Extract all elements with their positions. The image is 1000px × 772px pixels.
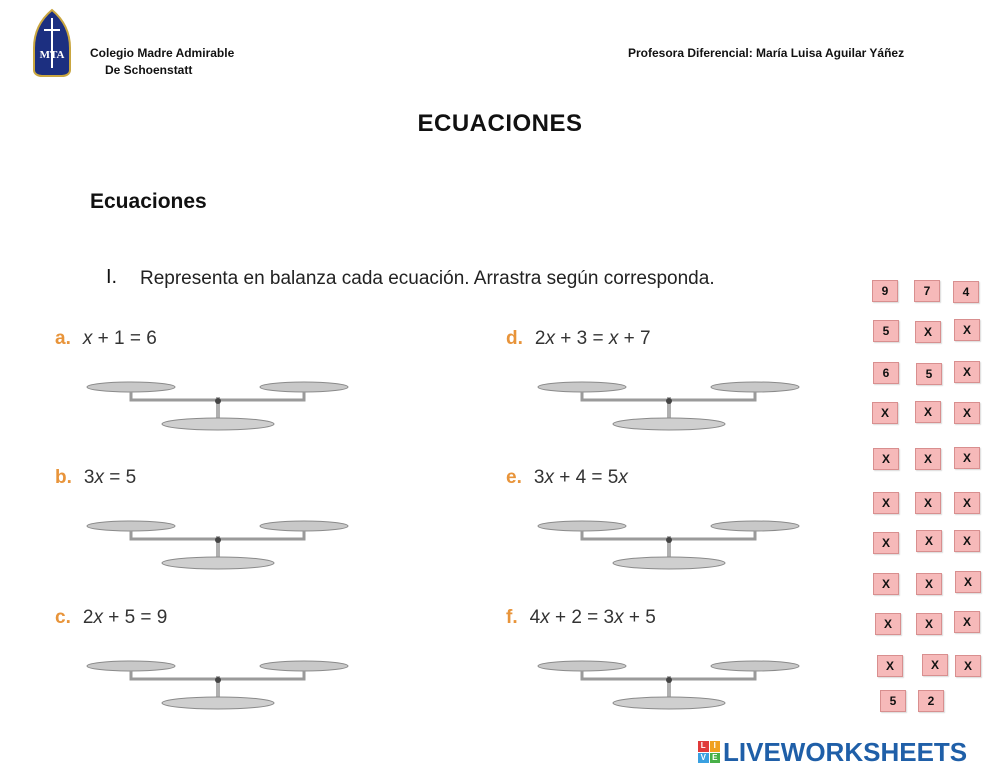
drag-tile[interactable]: X	[954, 530, 980, 552]
liveworksheets-brand	[698, 736, 967, 768]
teacher-name: Profesora Diferencial: María Luisa Aguilar Yáñez	[628, 46, 905, 60]
equation-text: 2x + 5 = 9	[82, 607, 168, 628]
brand-logo-icon	[698, 741, 720, 763]
brand-letter: I	[710, 741, 721, 752]
drag-tile[interactable]: X	[873, 448, 899, 470]
drag-tile[interactable]: 6	[873, 362, 899, 384]
balance-scale-c[interactable]	[86, 654, 351, 714]
balance-scale-e[interactable]	[537, 514, 802, 574]
drag-tile[interactable]: X	[873, 492, 899, 514]
drag-tile[interactable]: X	[873, 573, 899, 595]
drag-tile[interactable]: X	[954, 492, 980, 514]
drag-tile[interactable]: 2	[918, 690, 944, 712]
logo-text: MTA	[39, 49, 65, 61]
drag-tile[interactable]: X	[915, 401, 941, 423]
equation-f	[506, 607, 656, 629]
equation-label: f.	[506, 607, 518, 628]
drag-tile[interactable]: X	[922, 654, 948, 676]
equation-text: 4x + 2 = 3x + 5	[529, 607, 656, 628]
equation-text: 3x = 5	[83, 467, 137, 488]
equation-b	[55, 467, 136, 489]
drag-tile[interactable]: X	[954, 361, 980, 383]
brand-letter: E	[710, 753, 721, 764]
drag-tile[interactable]: X	[954, 402, 980, 424]
drag-tile[interactable]: X	[955, 655, 981, 677]
equation-text: 3x + 4 = 5x	[533, 467, 628, 488]
page-title: ECUACIONES	[417, 110, 583, 137]
drag-tile[interactable]: X	[954, 319, 980, 341]
equation-a	[55, 328, 157, 350]
drag-tile[interactable]: 4	[953, 281, 979, 303]
drag-tile[interactable]: 7	[914, 280, 940, 302]
balance-scale-b[interactable]	[86, 514, 351, 574]
equation-label: c.	[55, 607, 71, 628]
balance-scale-f[interactable]	[537, 654, 802, 714]
equation-label: a.	[55, 328, 71, 349]
brand-text: LIVEWORKSHEETS	[723, 736, 968, 767]
drag-tile[interactable]: X	[916, 613, 942, 635]
drag-tile[interactable]: 5	[873, 320, 899, 342]
equation-d	[506, 328, 651, 350]
equation-e	[506, 467, 628, 489]
equation-label: e.	[506, 467, 522, 488]
instruction-text: Representa en balanza cada ecuación. Arrastra según corresponda.	[140, 268, 715, 289]
drag-tile[interactable]: X	[872, 402, 898, 424]
drag-tile[interactable]: X	[915, 321, 941, 343]
drag-tile[interactable]: X	[916, 530, 942, 552]
balance-scale-d[interactable]	[537, 375, 802, 435]
drag-tile[interactable]: 5	[916, 363, 942, 385]
drag-tile[interactable]: X	[873, 532, 899, 554]
equation-label: d.	[506, 328, 523, 349]
brand-letter: V	[698, 753, 709, 764]
school-name-line2: De Schoenstatt	[105, 63, 193, 77]
instruction-numeral: I.	[106, 266, 118, 288]
brand-letter: L	[698, 741, 709, 752]
drag-tile[interactable]: 9	[872, 280, 898, 302]
drag-tile[interactable]: 5	[880, 690, 906, 712]
drag-tile[interactable]: X	[916, 573, 942, 595]
equation-text: x + 1 = 6	[82, 328, 157, 349]
drag-tile[interactable]: X	[877, 655, 903, 677]
equation-label: b.	[55, 467, 72, 488]
drag-tile[interactable]: X	[915, 492, 941, 514]
equation-c	[55, 607, 167, 629]
drag-tile[interactable]: X	[954, 611, 980, 633]
balance-scale-a[interactable]	[86, 375, 351, 435]
drag-tile[interactable]: X	[915, 448, 941, 470]
school-name-line1: Colegio Madre Admirable	[90, 46, 235, 60]
school-logo	[30, 8, 74, 80]
equation-text: 2x + 3 = x + 7	[534, 328, 651, 349]
drag-tile[interactable]: X	[954, 447, 980, 469]
section-subtitle: Ecuaciones	[90, 190, 207, 213]
drag-tile[interactable]: X	[875, 613, 901, 635]
drag-tile[interactable]: X	[955, 571, 981, 593]
